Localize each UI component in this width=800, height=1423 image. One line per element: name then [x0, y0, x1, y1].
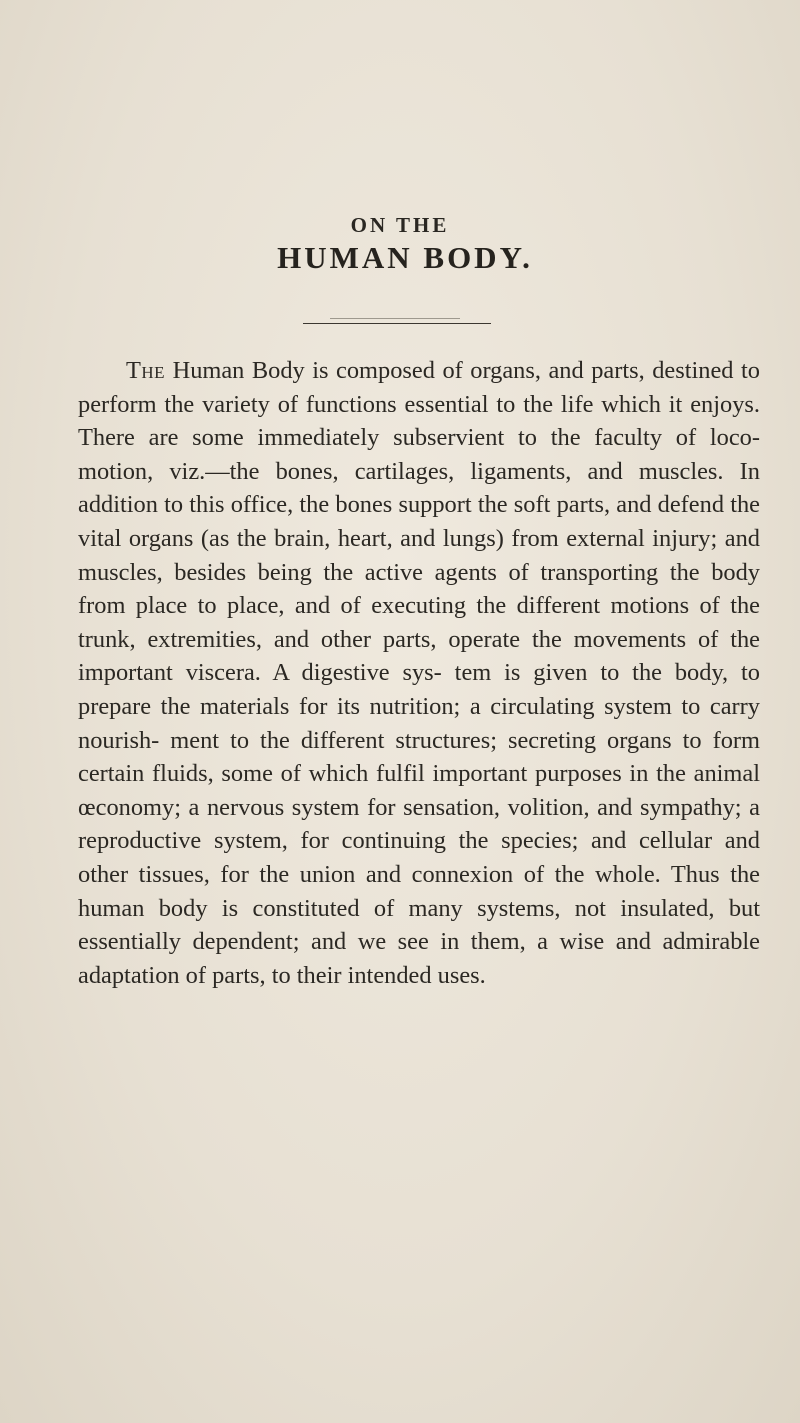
- heading-line-1: ON THE: [350, 213, 450, 237]
- ornamental-rule: [303, 323, 491, 324]
- paragraph-text: Human Body is composed of organs, and parts, destined to perform the variety of functions essential to the life which it enjoys. There are some immediately subservient to the faculty of loco-motion, viz.—the bones, cartilages, ligaments, and muscles. In addition to this office, the bones support the soft parts, and defend the vital organs (as the brain, heart, and lungs) from external injury; and muscles, besides being the active agents of transporting the body from place to place, and of executing the different motions of the trunk, extremities, and other parts, operate the movements of the important viscera. A digestive sys- tem is given to the body, to prepare the materials for its nutrition; a circulating system to carry nourish- ment to the different structures; secreting organs to form certain fluids, some of which fulfil important purposes in the animal œconomy; a nervous system for sensation, volition, and sympathy; a reproductive system, for continuing the species; and cellular and other tissues, for the union and connexion of the whole. Thus the human body is constituted of many systems, not insulated, but essentially dependent; and we see in them, a wise and admirable adaptation of parts, to their intended uses.: [78, 357, 760, 989]
- paragraph-lead-word: The: [126, 357, 166, 384]
- body-paragraph: [78, 354, 760, 992]
- ornamental-rule-upper: [330, 318, 460, 319]
- page-title: HUMAN BODY.: [277, 240, 533, 275]
